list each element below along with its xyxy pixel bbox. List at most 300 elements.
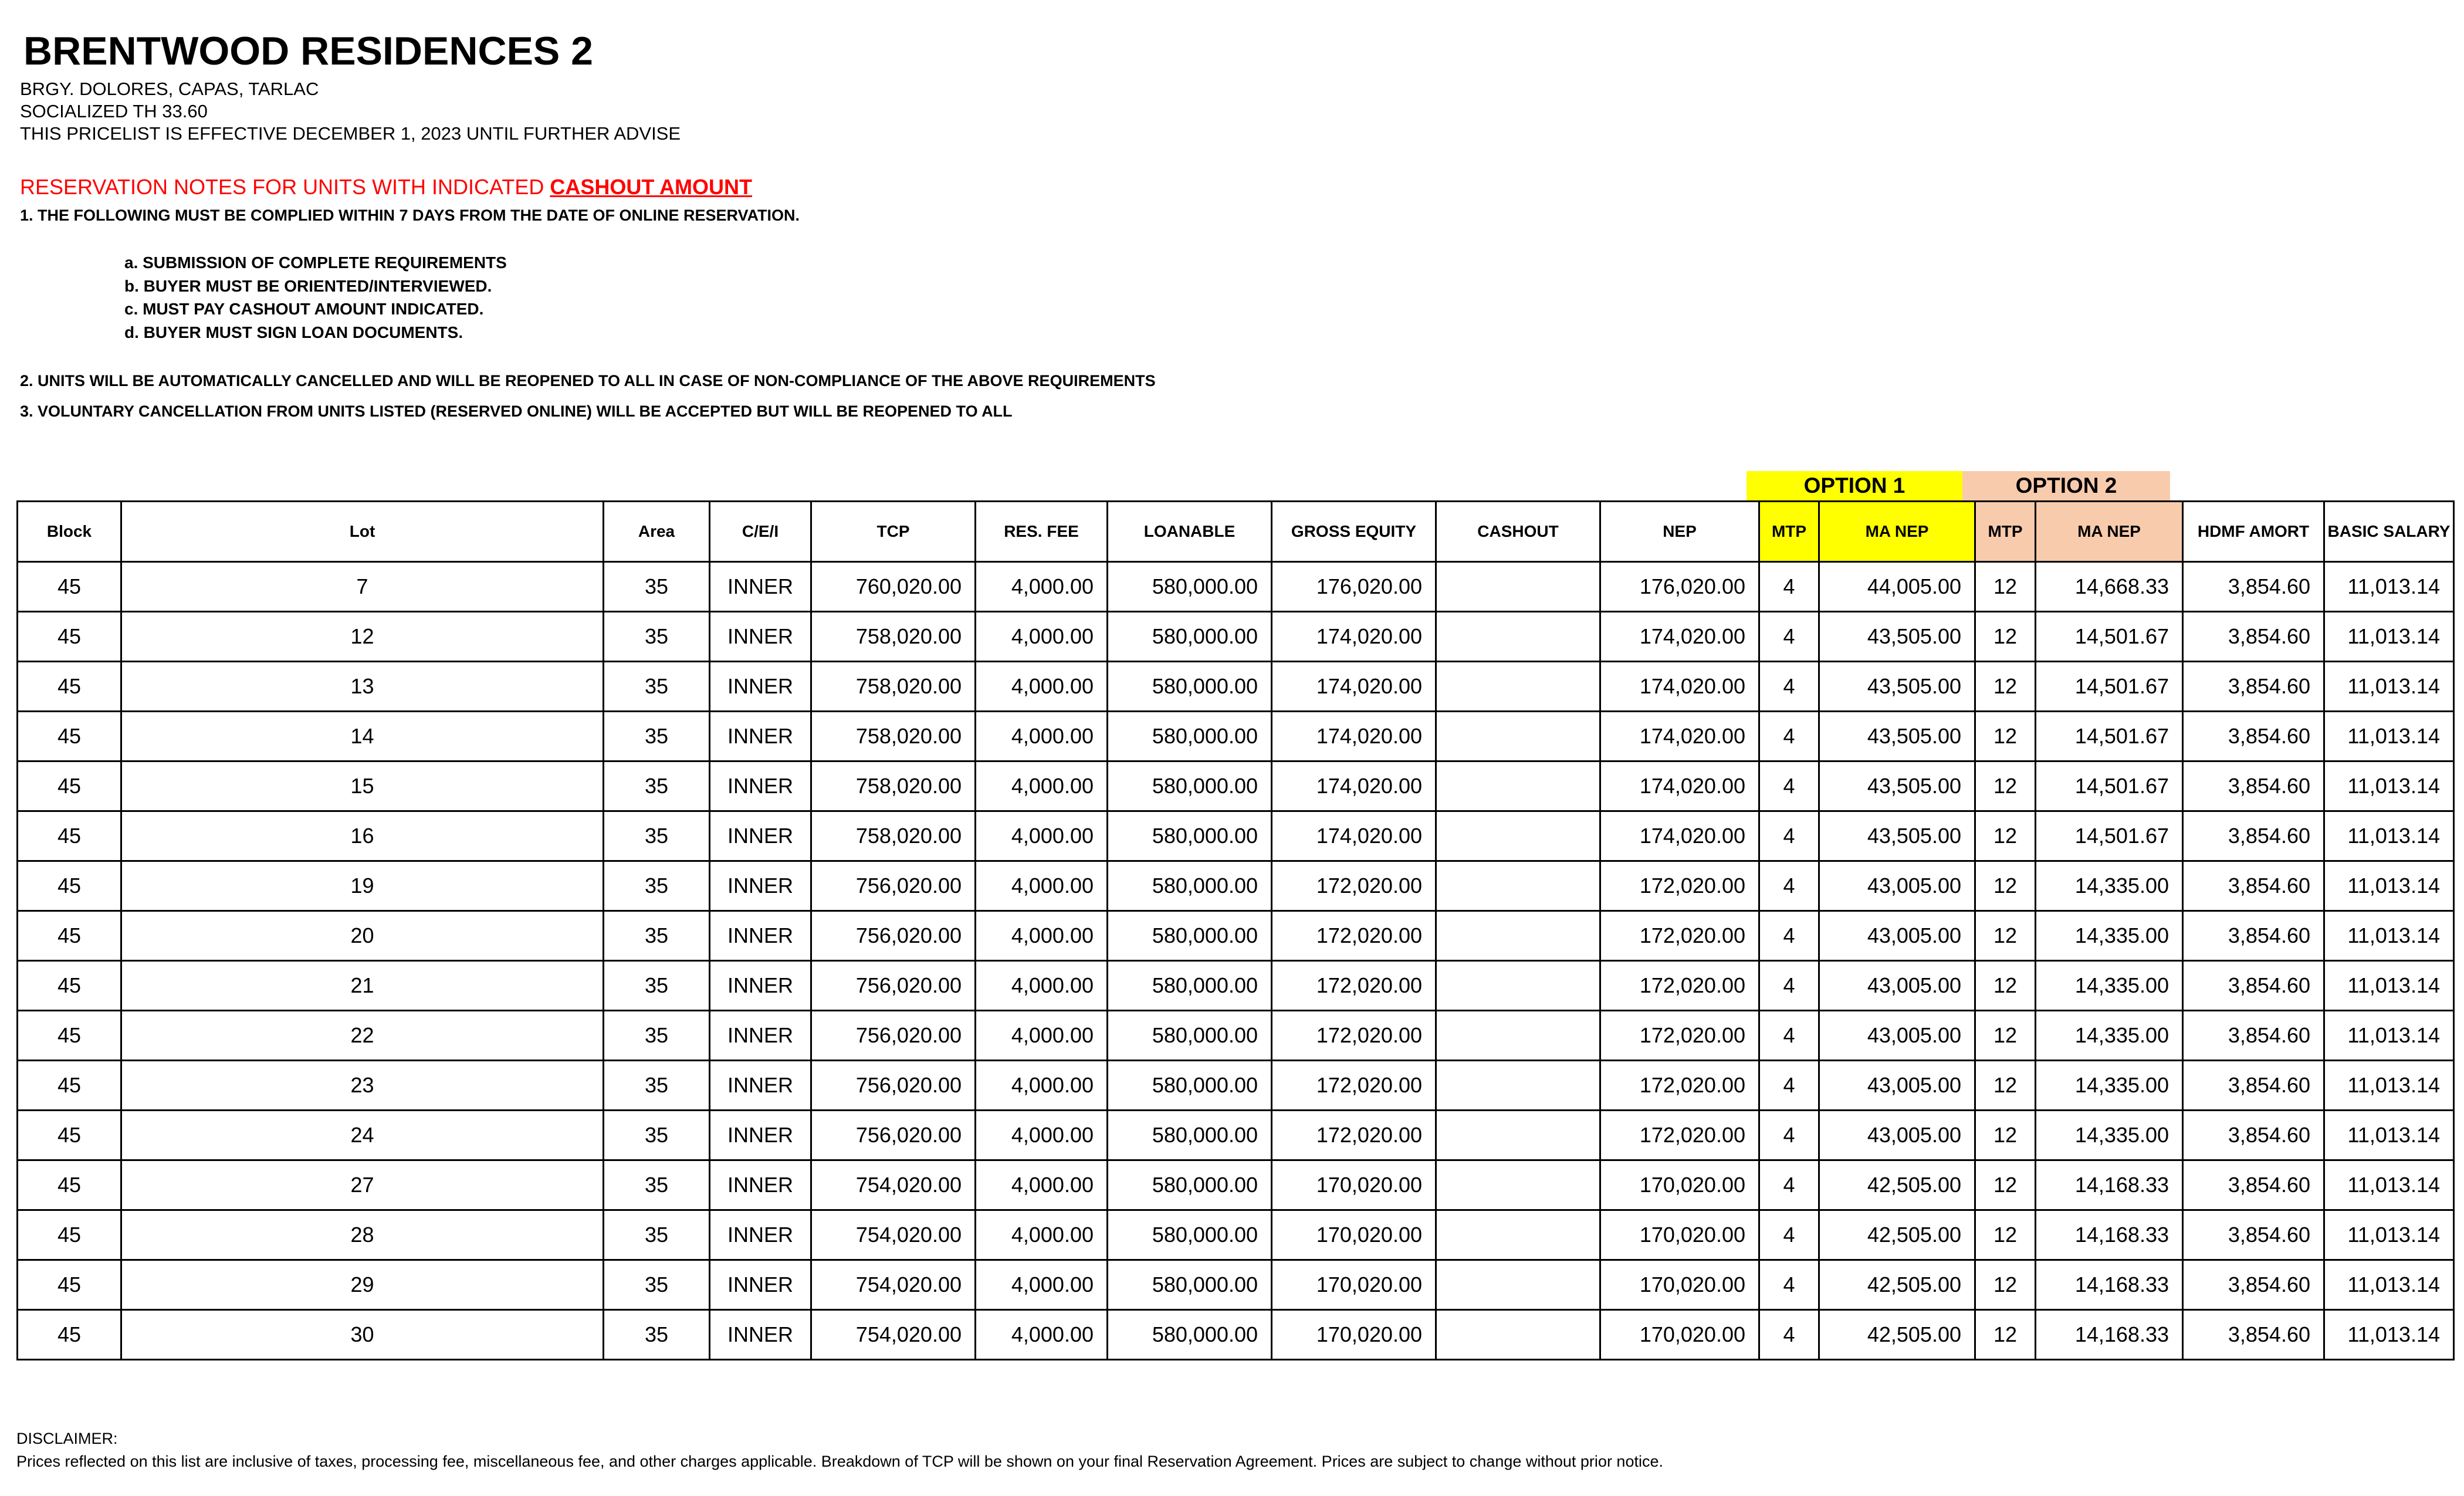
cell-block: 45: [18, 662, 121, 712]
cell-res-fee: 4,000.00: [976, 1210, 1108, 1260]
cell-tcp: 760,020.00: [811, 562, 976, 612]
cell-ma-nep-option2: 14,335.00: [2036, 1061, 2183, 1111]
cell-area: 35: [604, 811, 710, 861]
cell-block: 45: [18, 1111, 121, 1160]
cell-mtp-option2: 12: [1975, 662, 2036, 712]
cell-loanable: 580,000.00: [1108, 1310, 1272, 1360]
cell-cashout: [1436, 811, 1600, 861]
cell-lot: 12: [121, 612, 604, 662]
cell-hdmf-amort: 3,854.60: [2183, 761, 2324, 811]
cell-block: 45: [18, 911, 121, 961]
cell-mtp-option2: 12: [1975, 1310, 2036, 1360]
notes-title-prefix: RESERVATION NOTES FOR UNITS WITH INDICATED: [20, 175, 550, 199]
cell-lot: 20: [121, 911, 604, 961]
cell-area: 35: [604, 1310, 710, 1360]
cell-ma-nep-option1: 43,005.00: [1819, 911, 1975, 961]
cell-ma-nep-option2: 14,335.00: [2036, 961, 2183, 1011]
cell-loanable: 580,000.00: [1108, 961, 1272, 1011]
cell-mtp-option1: 4: [1759, 911, 1819, 961]
cell-gross-equity: 172,020.00: [1272, 1111, 1436, 1160]
cell-lot: 29: [121, 1260, 604, 1310]
table-row: [18, 662, 2454, 712]
cell-lot: 27: [121, 1160, 604, 1210]
cell-mtp-option2: 12: [1975, 961, 2036, 1011]
cell-block: 45: [18, 612, 121, 662]
cell-ma-nep-option2: 14,335.00: [2036, 861, 2183, 911]
cell-lot: 19: [121, 861, 604, 911]
cell-basic-salary: 11,013.14: [2324, 1011, 2454, 1061]
cell-mtp-option1: 4: [1759, 1160, 1819, 1210]
cell-block: 45: [18, 562, 121, 612]
option-2-label: OPTION 2: [1962, 471, 2170, 500]
cell-nep: 172,020.00: [1600, 911, 1759, 961]
cell-ma-nep-option2: 14,501.67: [2036, 662, 2183, 712]
table-row: [18, 562, 2454, 612]
cell-mtp-option2: 12: [1975, 1111, 2036, 1160]
table-row: [18, 1111, 2454, 1160]
cell-cashout: [1436, 1260, 1600, 1310]
cell-cei: INNER: [710, 1260, 811, 1310]
cell-block: 45: [18, 761, 121, 811]
cell-cei: INNER: [710, 1160, 811, 1210]
sub-item-d: d. BUYER MUST SIGN LOAN DOCUMENTS.: [124, 323, 463, 341]
cell-ma-nep-option2: 14,335.00: [2036, 1011, 2183, 1061]
cell-hdmf-amort: 3,854.60: [2183, 1111, 2324, 1160]
cell-loanable: 580,000.00: [1108, 811, 1272, 861]
option-1-label: OPTION 1: [1747, 471, 1962, 500]
cell-ma-nep-option1: 43,005.00: [1819, 1061, 1975, 1111]
cell-loanable: 580,000.00: [1108, 1111, 1272, 1160]
cell-loanable: 580,000.00: [1108, 761, 1272, 811]
cell-mtp-option1: 4: [1759, 761, 1819, 811]
col-header-cashout: CASHOUT: [1436, 502, 1600, 562]
cell-gross-equity: 170,020.00: [1272, 1260, 1436, 1310]
cell-lot: 16: [121, 811, 604, 861]
cell-gross-equity: 172,020.00: [1272, 961, 1436, 1011]
cell-loanable: 580,000.00: [1108, 1260, 1272, 1310]
cell-cei: INNER: [710, 1310, 811, 1360]
cell-ma-nep-option2: 14,335.00: [2036, 911, 2183, 961]
cell-nep: 172,020.00: [1600, 1061, 1759, 1111]
note-2: 2. UNITS WILL BE AUTOMATICALLY CANCELLED AND WILL BE REOPENED TO ALL IN CASE OF NON-COMPLIANCE OF THE ABOVE REQUIREMENTS: [20, 372, 1156, 390]
cell-cei: INNER: [710, 761, 811, 811]
cell-basic-salary: 11,013.14: [2324, 761, 2454, 811]
cell-area: 35: [604, 1160, 710, 1210]
cell-ma-nep-option1: 42,505.00: [1819, 1260, 1975, 1310]
cell-hdmf-amort: 3,854.60: [2183, 662, 2324, 712]
cell-loanable: 580,000.00: [1108, 1160, 1272, 1210]
cell-res-fee: 4,000.00: [976, 562, 1108, 612]
cell-ma-nep-option1: 44,005.00: [1819, 562, 1975, 612]
cell-basic-salary: 11,013.14: [2324, 961, 2454, 1011]
cell-basic-salary: 11,013.14: [2324, 911, 2454, 961]
cell-nep: 172,020.00: [1600, 1011, 1759, 1061]
sub-item-c: c. MUST PAY CASHOUT AMOUNT INDICATED.: [124, 300, 484, 318]
price-table-body: [18, 562, 2454, 1360]
cell-res-fee: 4,000.00: [976, 961, 1108, 1011]
cell-ma-nep-option1: 43,505.00: [1819, 712, 1975, 761]
cell-lot: 21: [121, 961, 604, 1011]
cell-cashout: [1436, 1011, 1600, 1061]
cell-tcp: 756,020.00: [811, 1061, 976, 1111]
cell-cei: INNER: [710, 861, 811, 911]
cell-cashout: [1436, 562, 1600, 612]
cell-block: 45: [18, 1210, 121, 1260]
cell-nep: 170,020.00: [1600, 1260, 1759, 1310]
cell-mtp-option2: 12: [1975, 712, 2036, 761]
cell-res-fee: 4,000.00: [976, 1310, 1108, 1360]
cell-basic-salary: 11,013.14: [2324, 562, 2454, 612]
cell-ma-nep-option2: 14,335.00: [2036, 1111, 2183, 1160]
cell-tcp: 756,020.00: [811, 911, 976, 961]
cell-cashout: [1436, 1210, 1600, 1260]
cell-block: 45: [18, 1160, 121, 1210]
cell-mtp-option1: 4: [1759, 961, 1819, 1011]
cell-tcp: 754,020.00: [811, 1310, 976, 1360]
table-row: [18, 811, 2454, 861]
cell-area: 35: [604, 1061, 710, 1111]
cell-block: 45: [18, 1310, 121, 1360]
cell-cashout: [1436, 662, 1600, 712]
cell-mtp-option1: 4: [1759, 1061, 1819, 1111]
cell-loanable: 580,000.00: [1108, 1210, 1272, 1260]
cell-area: 35: [604, 712, 710, 761]
cell-ma-nep-option1: 42,505.00: [1819, 1310, 1975, 1360]
cell-cei: INNER: [710, 811, 811, 861]
cell-lot: 23: [121, 1061, 604, 1111]
cell-ma-nep-option1: 43,505.00: [1819, 811, 1975, 861]
cell-gross-equity: 174,020.00: [1272, 662, 1436, 712]
cell-tcp: 754,020.00: [811, 1260, 976, 1310]
cell-nep: 170,020.00: [1600, 1210, 1759, 1260]
cell-ma-nep-option2: 14,168.33: [2036, 1310, 2183, 1360]
cell-tcp: 754,020.00: [811, 1210, 976, 1260]
cell-loanable: 580,000.00: [1108, 861, 1272, 911]
cell-basic-salary: 11,013.14: [2324, 1160, 2454, 1210]
cell-tcp: 758,020.00: [811, 612, 976, 662]
cell-area: 35: [604, 1210, 710, 1260]
cell-gross-equity: 172,020.00: [1272, 1061, 1436, 1111]
cell-block: 45: [18, 811, 121, 861]
cell-basic-salary: 11,013.14: [2324, 1260, 2454, 1310]
cell-hdmf-amort: 3,854.60: [2183, 911, 2324, 961]
cell-loanable: 580,000.00: [1108, 562, 1272, 612]
cell-mtp-option2: 12: [1975, 911, 2036, 961]
cell-area: 35: [604, 562, 710, 612]
cell-loanable: 580,000.00: [1108, 712, 1272, 761]
note-3: 3. VOLUNTARY CANCELLATION FROM UNITS LISTED (RESERVED ONLINE) WILL BE ACCEPTED BUT WILL BE REOPENED TO ALL: [20, 402, 1013, 420]
cell-block: 45: [18, 1260, 121, 1310]
col-header-gross-equity: GROSS EQUITY: [1272, 502, 1436, 562]
cell-lot: 14: [121, 712, 604, 761]
cell-nep: 172,020.00: [1600, 1111, 1759, 1160]
cell-area: 35: [604, 861, 710, 911]
cell-mtp-option1: 4: [1759, 662, 1819, 712]
col-header-res-fee: RES. FEE: [976, 502, 1108, 562]
cell-lot: 15: [121, 761, 604, 811]
cell-cei: INNER: [710, 1210, 811, 1260]
col-header-mtp-option2: MTP: [1975, 502, 2036, 562]
cell-tcp: 758,020.00: [811, 811, 976, 861]
cell-lot: 7: [121, 562, 604, 612]
cell-mtp-option2: 12: [1975, 761, 2036, 811]
table-row: [18, 1160, 2454, 1210]
cell-nep: 174,020.00: [1600, 712, 1759, 761]
cell-gross-equity: 172,020.00: [1272, 861, 1436, 911]
disclaimer-label: DISCLAIMER:: [16, 1430, 118, 1447]
cell-nep: 172,020.00: [1600, 861, 1759, 911]
cell-gross-equity: 174,020.00: [1272, 712, 1436, 761]
note-1: 1. THE FOLLOWING MUST BE COMPLIED WITHIN 7 DAYS FROM THE DATE OF ONLINE RESERVATION.: [20, 207, 800, 224]
cell-res-fee: 4,000.00: [976, 1011, 1108, 1061]
cell-res-fee: 4,000.00: [976, 1260, 1108, 1310]
cashout-amount-emphasis: CASHOUT AMOUNT: [550, 175, 753, 199]
cell-mtp-option2: 12: [1975, 811, 2036, 861]
cell-area: 35: [604, 911, 710, 961]
cell-cei: INNER: [710, 612, 811, 662]
cell-res-fee: 4,000.00: [976, 712, 1108, 761]
cell-nep: 174,020.00: [1600, 761, 1759, 811]
cell-res-fee: 4,000.00: [976, 911, 1108, 961]
col-header-basic-salary: BASIC SALARY: [2324, 502, 2454, 562]
cell-mtp-option1: 4: [1759, 1111, 1819, 1160]
cell-area: 35: [604, 612, 710, 662]
cell-ma-nep-option1: 43,005.00: [1819, 961, 1975, 1011]
cell-tcp: 756,020.00: [811, 961, 976, 1011]
cell-mtp-option1: 4: [1759, 712, 1819, 761]
col-header-mtp-option1: MTP: [1759, 502, 1819, 562]
cell-area: 35: [604, 1111, 710, 1160]
cell-res-fee: 4,000.00: [976, 811, 1108, 861]
col-header-ma-nep-option2: MA NEP: [2036, 502, 2183, 562]
table-row: [18, 1260, 2454, 1310]
table-row: [18, 861, 2454, 911]
cell-cashout: [1436, 612, 1600, 662]
cell-hdmf-amort: 3,854.60: [2183, 562, 2324, 612]
cell-cashout: [1436, 1111, 1600, 1160]
cell-cashout: [1436, 911, 1600, 961]
cell-gross-equity: 174,020.00: [1272, 612, 1436, 662]
cell-mtp-option2: 12: [1975, 1210, 2036, 1260]
cell-res-fee: 4,000.00: [976, 662, 1108, 712]
cell-gross-equity: 174,020.00: [1272, 761, 1436, 811]
table-row: [18, 1061, 2454, 1111]
cell-gross-equity: 170,020.00: [1272, 1310, 1436, 1360]
cell-area: 35: [604, 761, 710, 811]
cell-hdmf-amort: 3,854.60: [2183, 1210, 2324, 1260]
cell-nep: 172,020.00: [1600, 961, 1759, 1011]
cell-tcp: 758,020.00: [811, 662, 976, 712]
cell-nep: 170,020.00: [1600, 1310, 1759, 1360]
cell-res-fee: 4,000.00: [976, 861, 1108, 911]
unit-type-line: SOCIALIZED TH 33.60: [20, 101, 208, 121]
cell-cei: INNER: [710, 1011, 811, 1061]
cell-lot: 22: [121, 1011, 604, 1061]
disclaimer-text: Prices reflected on this list are inclusive of taxes, processing fee, miscellaneous fee, and other charges applicable. Breakdown of TCP will be shown on your final Reservation Agreement. Prices are subject to change without prior notice.: [16, 1453, 1663, 1470]
cell-ma-nep-option2: 14,168.33: [2036, 1210, 2183, 1260]
table-row: [18, 1210, 2454, 1260]
cell-res-fee: 4,000.00: [976, 1111, 1108, 1160]
cell-tcp: 754,020.00: [811, 1160, 976, 1210]
cell-cei: INNER: [710, 911, 811, 961]
cell-lot: 13: [121, 662, 604, 712]
cell-ma-nep-option2: 14,501.67: [2036, 712, 2183, 761]
cell-cashout: [1436, 1160, 1600, 1210]
cell-loanable: 580,000.00: [1108, 662, 1272, 712]
cell-mtp-option2: 12: [1975, 1011, 2036, 1061]
cell-ma-nep-option2: 14,168.33: [2036, 1260, 2183, 1310]
cell-cei: INNER: [710, 662, 811, 712]
cell-mtp-option1: 4: [1759, 612, 1819, 662]
effectivity-line: THIS PRICELIST IS EFFECTIVE DECEMBER 1, 2023 UNTIL FURTHER ADVISE: [20, 123, 681, 144]
cell-basic-salary: 11,013.14: [2324, 861, 2454, 911]
col-header-cei: C/E/I: [710, 502, 811, 562]
cell-hdmf-amort: 3,854.60: [2183, 712, 2324, 761]
cell-ma-nep-option1: 43,005.00: [1819, 861, 1975, 911]
col-header-hdmf-amort: HDMF AMORT: [2183, 502, 2324, 562]
cell-nep: 170,020.00: [1600, 1160, 1759, 1210]
cell-cashout: [1436, 1310, 1600, 1360]
col-header-ma-nep-option1: MA NEP: [1819, 502, 1975, 562]
page-title: BRENTWOOD RESIDENCES 2: [23, 29, 593, 73]
col-header-block: Block: [18, 502, 121, 562]
cell-tcp: 756,020.00: [811, 1111, 976, 1160]
col-header-loanable: LOANABLE: [1108, 502, 1272, 562]
cell-area: 35: [604, 662, 710, 712]
col-header-nep: NEP: [1600, 502, 1759, 562]
cell-area: 35: [604, 1260, 710, 1310]
cell-hdmf-amort: 3,854.60: [2183, 1310, 2324, 1360]
cell-hdmf-amort: 3,854.60: [2183, 1260, 2324, 1310]
cell-loanable: 580,000.00: [1108, 1061, 1272, 1111]
cell-mtp-option2: 12: [1975, 1160, 2036, 1210]
cell-ma-nep-option1: 42,505.00: [1819, 1160, 1975, 1210]
cell-cei: INNER: [710, 712, 811, 761]
cell-block: 45: [18, 961, 121, 1011]
cell-ma-nep-option1: 43,005.00: [1819, 1111, 1975, 1160]
table-row: [18, 1011, 2454, 1061]
cell-tcp: 756,020.00: [811, 861, 976, 911]
cell-hdmf-amort: 3,854.60: [2183, 612, 2324, 662]
table-header-row: [18, 502, 2454, 562]
table-row: [18, 961, 2454, 1011]
cell-basic-salary: 11,013.14: [2324, 1210, 2454, 1260]
cell-hdmf-amort: 3,854.60: [2183, 1160, 2324, 1210]
cell-mtp-option1: 4: [1759, 1310, 1819, 1360]
cell-mtp-option1: 4: [1759, 562, 1819, 612]
cell-mtp-option2: 12: [1975, 562, 2036, 612]
cell-mtp-option1: 4: [1759, 1260, 1819, 1310]
price-table: [16, 500, 2455, 1360]
cell-cei: INNER: [710, 562, 811, 612]
col-header-lot: Lot: [121, 502, 604, 562]
cell-ma-nep-option2: 14,501.67: [2036, 761, 2183, 811]
cell-basic-salary: 11,013.14: [2324, 612, 2454, 662]
cell-mtp-option1: 4: [1759, 811, 1819, 861]
cell-res-fee: 4,000.00: [976, 1061, 1108, 1111]
cell-cei: INNER: [710, 961, 811, 1011]
sub-item-a: a. SUBMISSION OF COMPLETE REQUIREMENTS: [124, 253, 507, 272]
cell-basic-salary: 11,013.14: [2324, 662, 2454, 712]
cell-loanable: 580,000.00: [1108, 612, 1272, 662]
cell-res-fee: 4,000.00: [976, 612, 1108, 662]
table-row: [18, 612, 2454, 662]
cell-block: 45: [18, 861, 121, 911]
cell-basic-salary: 11,013.14: [2324, 712, 2454, 761]
cell-mtp-option1: 4: [1759, 1210, 1819, 1260]
cell-gross-equity: 170,020.00: [1272, 1210, 1436, 1260]
cell-mtp-option1: 4: [1759, 861, 1819, 911]
table-row: [18, 712, 2454, 761]
cell-loanable: 580,000.00: [1108, 911, 1272, 961]
table-row: [18, 761, 2454, 811]
cell-block: 45: [18, 712, 121, 761]
cell-basic-salary: 11,013.14: [2324, 1111, 2454, 1160]
cell-tcp: 758,020.00: [811, 761, 976, 811]
cell-cashout: [1436, 961, 1600, 1011]
cell-res-fee: 4,000.00: [976, 761, 1108, 811]
cell-block: 45: [18, 1061, 121, 1111]
cell-ma-nep-option2: 14,501.67: [2036, 811, 2183, 861]
cell-tcp: 758,020.00: [811, 712, 976, 761]
col-header-tcp: TCP: [811, 502, 976, 562]
cell-hdmf-amort: 3,854.60: [2183, 1061, 2324, 1111]
cell-mtp-option2: 12: [1975, 1061, 2036, 1111]
cell-lot: 24: [121, 1111, 604, 1160]
cell-gross-equity: 176,020.00: [1272, 562, 1436, 612]
cell-hdmf-amort: 3,854.60: [2183, 861, 2324, 911]
cell-cei: INNER: [710, 1061, 811, 1111]
cell-basic-salary: 11,013.14: [2324, 811, 2454, 861]
cell-cashout: [1436, 861, 1600, 911]
cell-ma-nep-option2: 14,501.67: [2036, 612, 2183, 662]
cell-nep: 174,020.00: [1600, 662, 1759, 712]
cell-mtp-option1: 4: [1759, 1011, 1819, 1061]
cell-res-fee: 4,000.00: [976, 1160, 1108, 1210]
cell-gross-equity: 170,020.00: [1272, 1160, 1436, 1210]
cell-mtp-option2: 12: [1975, 1260, 2036, 1310]
cell-lot: 28: [121, 1210, 604, 1260]
cell-cashout: [1436, 712, 1600, 761]
sub-item-b: b. BUYER MUST BE ORIENTED/INTERVIEWED.: [124, 277, 492, 295]
cell-basic-salary: 11,013.14: [2324, 1310, 2454, 1360]
cell-ma-nep-option1: 43,505.00: [1819, 761, 1975, 811]
cell-gross-equity: 172,020.00: [1272, 1011, 1436, 1061]
cell-area: 35: [604, 1011, 710, 1061]
cell-ma-nep-option1: 42,505.00: [1819, 1210, 1975, 1260]
cell-gross-equity: 174,020.00: [1272, 811, 1436, 861]
cell-block: 45: [18, 1011, 121, 1061]
cell-cashout: [1436, 1061, 1600, 1111]
cell-hdmf-amort: 3,854.60: [2183, 961, 2324, 1011]
cell-tcp: 756,020.00: [811, 1011, 976, 1061]
reservation-notes-title: [20, 175, 752, 199]
table-row: [18, 1310, 2454, 1360]
cell-mtp-option2: 12: [1975, 861, 2036, 911]
cell-ma-nep-option1: 43,005.00: [1819, 1011, 1975, 1061]
cell-nep: 174,020.00: [1600, 612, 1759, 662]
cell-ma-nep-option2: 14,168.33: [2036, 1160, 2183, 1210]
cell-mtp-option2: 12: [1975, 612, 2036, 662]
cell-loanable: 580,000.00: [1108, 1011, 1272, 1061]
location-line: BRGY. DOLORES, CAPAS, TARLAC: [20, 79, 319, 99]
cell-ma-nep-option2: 14,668.33: [2036, 562, 2183, 612]
cell-nep: 174,020.00: [1600, 811, 1759, 861]
cell-ma-nep-option1: 43,505.00: [1819, 662, 1975, 712]
col-header-area: Area: [604, 502, 710, 562]
cell-basic-salary: 11,013.14: [2324, 1061, 2454, 1111]
cell-ma-nep-option1: 43,505.00: [1819, 612, 1975, 662]
